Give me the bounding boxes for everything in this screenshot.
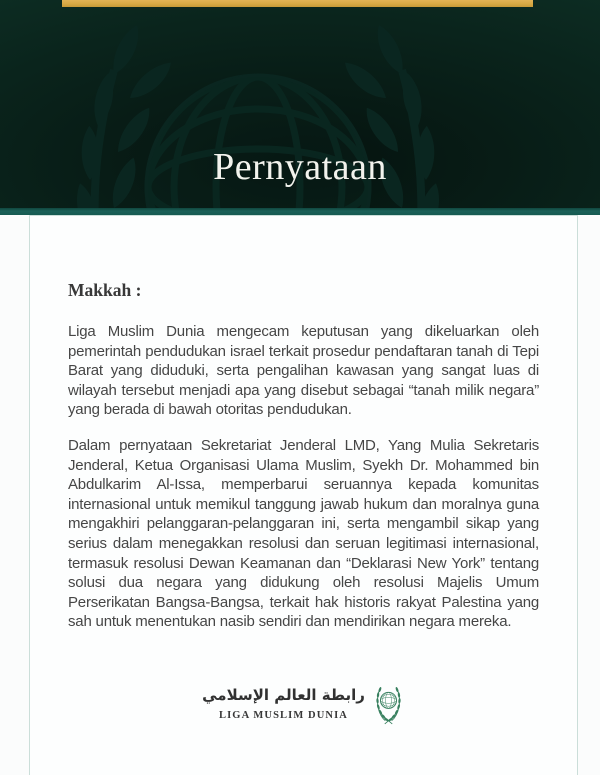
teal-divider-strip <box>0 208 600 215</box>
gold-accent-bar <box>62 0 533 7</box>
poster-header <box>0 0 600 209</box>
statement-card <box>29 215 578 775</box>
statement-paragraph: Dalam pernyataan Sekretariat Jenderal LMD, Yang Mulia Sekretaris Jenderal, Ketua Organisasi Ulama Muslim, Syekh Dr. Mohammed bin Abdulkarim Al-Issa, memperbarui seruannya kepada komunitas internasional untuk memikul tanggung jawab hukum dan moralnya guna mengakhiri pelanggaran-pelanggaran ini, serta mengambil sikap yang serius dalam menegakkan resolusi dan seruan legitimasi internasional, termasuk resolusi Dewan Keamanan dan “Deklarasi New York” tentang solusi dua negara yang didukung oleh resolusi Majelis Umum Perserikatan Bangsa-Bangsa, terkait hak historis rakyat Palestina yang sah untuk menentukan nasib sendiri dan mendirikan negara mereka. <box>68 436 539 631</box>
statement-content <box>30 216 577 725</box>
organization-logo <box>68 680 539 725</box>
statement-paragraph: Liga Muslim Dunia mengecam keputusan yang dikeluarkan oleh pemerintah pendudukan israel terkait prosedur pendaftaran tanah di Tepi Barat yang diduduki, serta pengalihan kawasan yang sangat luas di wilayah tersebut menjadi apa yang disebut sebagai “tanah milik negara” yang berada di bawah otoritas pendudukan. <box>68 323 539 419</box>
poster-title: Pernyataan <box>213 146 387 188</box>
logo-arabic-name: رابطة العالم الإسلامي <box>202 686 365 705</box>
logo-latin-name: LIGA MUSLIM DUNIA <box>219 710 348 722</box>
location-heading: Makkah : <box>68 280 142 300</box>
wreath-globe-emblem-icon <box>372 680 405 725</box>
logo-wordmark <box>202 682 365 722</box>
